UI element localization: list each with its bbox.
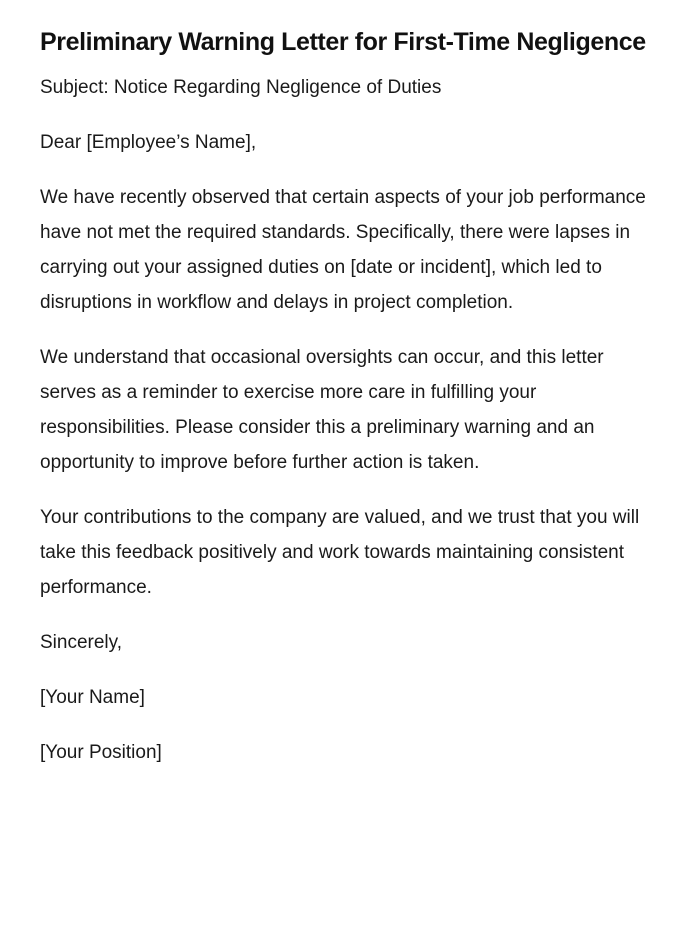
letter-title: Preliminary Warning Letter for First-Time Negligence <box>40 28 646 56</box>
body-paragraph-3: Your contributions to the company are valued, and we trust that you will take this feedback positively and work towards maintaining consistent performance. <box>40 507 640 598</box>
sender-name: [Your Name] <box>40 687 145 708</box>
body-paragraph-2: We understand that occasional oversights can occur, and this letter serves as a reminder to exercise more care in fulfilling your responsibilities. Please consider this a preliminary warning and an opportunity to improve before further action is taken. <box>40 347 604 473</box>
letter-salutation: Dear [Employee’s Name], <box>40 132 257 153</box>
body-paragraph-1: We have recently observed that certain aspects of your job performance have not met the required standards. Specifically, there were lapses in carrying out your assigned duties on [date or incident], which led to disruptions in workflow and delays in project completion. <box>40 187 646 313</box>
letter-subject: Subject: Notice Regarding Negligence of Duties <box>40 77 442 98</box>
letter-closing: Sincerely, <box>40 632 123 653</box>
sender-position: [Your Position] <box>40 742 162 763</box>
